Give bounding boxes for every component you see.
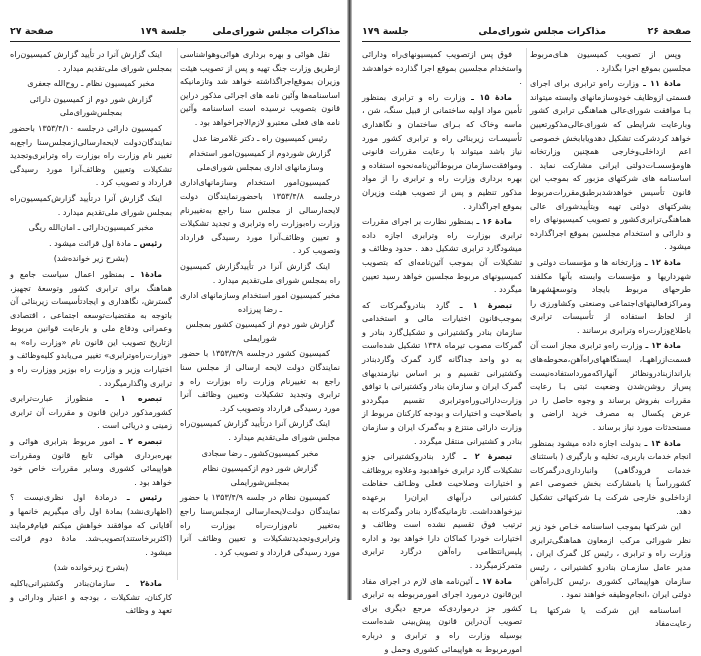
paragraph-text: وزارتخانه ها و مؤسسات دولتی و شهرداریها و مؤسسات وابسته بآنها مکلفند طرحهای مربوط بایجاد وتوسعهٔشهرها ومراکزفعالیتهای‌اجتماعی وصنعتی وکشاورزی را از لحاظ استفاده از تأسیسات ترابری باطلاع‌وزارت‌راه وترابری برسانند . xyxy=(530,256,691,335)
paragraph-text: فوق پس ازتصویب کمیسیونهای‌راه ودارائی واستخدام مجلسین بموقع اجرا گذارده خواهدشد . xyxy=(362,49,522,87)
paragraph xyxy=(530,604,691,631)
paragraph-text: اینک گزارش آنرا درتأیید گزارش کمیسیون‌راه مجلس شورای ملی‌تقدیم میدارد . xyxy=(180,418,340,443)
left-page-column-right xyxy=(180,48,340,586)
paragraph-text: وزارت راه‌و ترابری مجاز است آن قسمت‌ازراههـا، ایستگاههای‌راه‌آهن،محوطه‌های باراندازبنادرونظائر آنهاراکه‌موردا‌ستفاده‌نیست پس‌از روشن‌شدن وضعیت ثبتی بـا رعایت مقررات بفروش برساند و وجوه حاصل را در عرض یکسال به مصرف خرید اراضی و مستحدثات مورد نیاز برساند . xyxy=(530,340,691,433)
section-heading xyxy=(10,93,172,120)
article-label: مادهٔ ۱۷ ـ xyxy=(472,575,512,586)
paragraph-text: مخبر کمیسیون نظام ـ روح‌الله جعفری xyxy=(27,78,155,89)
paragraph-text: نقل هوائی و بهره برداری هوائی‌وهواشناسی ازطریق وزارت جنگ تهیه و پس از تصویب هیئت وزیران بموقع‌اجراگذاشته خواهد شد وتازمانیکه اساسنامه‌ها وآئین نامه های اجرائی مذکور دراین قانون بتصویب نرسیده است اساسنامه وآئین نامه های فعلی معتبرو لازم‌الاجراخواهد بود . xyxy=(180,49,340,127)
left-page-column-left xyxy=(10,48,172,616)
article-label: مادهٔ۱ ـ xyxy=(124,268,162,279)
article-label: مادهٔ ۱۴ ـ xyxy=(641,437,681,448)
article-label: تبصره ۱ ـ xyxy=(93,393,163,404)
article-label: مادهٔ ۱۵ ـ xyxy=(465,91,512,102)
paragraph-text: کمیسیون نظام در جلسه ۱۳۵۳/۴/۹ با حضور نمایندگان دولت‌لایحه‌ارسالی ازمجلس‌سنا راجع به‌تغییر نام‌وزارت‌راه بوزارت راه وترابری‌وتجدیدتشکیلات و تعیین وظائف آنرا مورد رسیدگی قرارداد و تصویب کرد . xyxy=(180,492,340,557)
article-label: رئیس ـ xyxy=(116,492,162,503)
paragraph xyxy=(10,268,172,390)
section-heading xyxy=(180,318,340,345)
left-page xyxy=(0,0,350,616)
paragraph xyxy=(180,491,340,559)
paragraph-text: مادهٔ اول قرائت میشود . xyxy=(49,237,132,248)
paragraph xyxy=(530,520,691,602)
article-label: تبصرهٔ ۲ ـ xyxy=(455,451,513,462)
paragraph xyxy=(10,491,172,559)
paragraph-text: رئیس کمیسیون راه ـ دکتر غلامرضا عدل xyxy=(192,132,328,143)
paragraph-text: درمادهٔ اول نظری‌نیست ؟ (اظهاری‌نشد) بمادهٔ اول رأی میگیریم خانمها و آقایانی که موافقند خواهش میکنم قیام‌فرمایند (اکثربرخاستند)تصویب‌شد. مادهٔ دوم قرائت میشود . xyxy=(10,492,172,557)
paragraph-text: منظوراز عبارت‌ترابری کشور‌مذکور دراین قانون و مقررات آن ترابری زمینی و دریائی است . xyxy=(10,393,172,431)
paragraph xyxy=(10,48,172,75)
paragraph-text: کمیسیون کشور درجلسه ۱۳۵۳/۴/۹ با حضور نمایندگان دولت لایحه ارسالی از مجلس سنا راجع به تغییرنام وزارت راه بوزارت راه و ترابری وتجدید تشکیلات وتعیین وظائف آنرا مورد رسیدگی قرارداد وتصویب کرد. xyxy=(180,348,340,413)
paragraph-text: اینک گزارش آنرا در تأیید گزارش کمیسیون‌راه بمجلس شورای ملی‌تقدیم میدارد . xyxy=(10,49,172,73)
article-label: مادهٔ ۱۳ ـ xyxy=(642,340,681,351)
paragraph xyxy=(530,48,691,75)
paragraph xyxy=(362,91,522,213)
left-page-header xyxy=(10,26,340,40)
article-label: تبصره ۲ ـ xyxy=(114,436,162,447)
paragraph xyxy=(180,260,340,287)
paragraph-text: این شرکتها بموجب اساسنامه خـاص خود زیر نظر شورائی مرکب ازمعاون هماهنگی‌ترابری وزارت راه و ترابری ، رئیس کل گمرک ایران ، مدیر عامل سازمـان بنادرو کشتیرانی ، رئیس سازمان هواپیمائی کشوری ،رئیس کل‌راه‌آهن دولتی ایران ،انجام‌وظیفه خواهند نمود . xyxy=(530,521,691,600)
paragraph-text: بمنظور نظارت بر اجرای مقررات ترابری بوزارت راه وترابری اجازه داده میشودگارد ترابری تشکیل دهد . حدود وظائف و تشکیلات آن بموجب آئین‌نامه‌ای که بتصویب کمیسیونهای مربوط مجلسین خواهد رسید تعیین میگردد . xyxy=(362,216,522,295)
right-page-column-right xyxy=(530,48,691,629)
signature-line xyxy=(180,447,340,461)
article-label: مادهٔ۲ ـ xyxy=(115,577,162,588)
paragraph xyxy=(10,392,172,433)
left-header-page-number: صفحة ۲۷ xyxy=(10,26,54,37)
paragraph-text: اینک گزارش آنرا در تأییدگزارش کمیسیون راه بمجلس شورای ملی‌تقدیم میدارد . xyxy=(180,260,340,285)
paragraph-text: وزارت راه و ترابری بمنظور تأمین مواد اولیه ساختمانی از قبیل سنگ، شن ، ماسه وخاک که بـرای ساختمان و نگاهداری تأسیسـات زیربنائی راه و ترابری کشور مورد نیاز باشد میتواند با رعایت مقررات قانونی وموافقت‌سازمان مربوط‌آئین‌نامه‌نحوه استفاده و بهره برداری وزارت راه و ترابری را از مواد مذکور تنظیم و پس از تصویب هیئت وزیران بموقع اجراگذارد . xyxy=(362,91,522,211)
paragraph xyxy=(10,435,172,489)
paragraph-text: (بشرح زیرخوانده شد) xyxy=(53,562,129,573)
left-header-title: مذاکرات مجلس شورای‌ملی xyxy=(212,26,340,37)
paragraph-text: اساسنامه این شرکت یا شرکتها بـا رعایت‌مفاد xyxy=(530,604,691,629)
section-heading xyxy=(10,561,172,575)
paragraph xyxy=(362,48,522,89)
paragraph xyxy=(362,215,522,297)
paragraph-text: (بشرح زیر خوانده‌شد) xyxy=(53,253,129,264)
right-page xyxy=(352,0,701,654)
paragraph-text: گارد بنادروگمرکات که بموجب‌قانون اختیارات مالی و استخدامی سازمان بنادر وکشتیرانی و تشکیل‌گارد بنادر و گمرکات مصوب تیرماه ۱۳۴۸ تشکیل شده‌است به دو واحد جداگانه گارد گمرک وگاردبنادر وکشتیرانی تقسیم و بر اساس نیازمندیهای گمرک ایران و سازمان بنادر وکشتیرانی با توافق وزارت‌دارائی‌وراه‌وترابری تقسیم میگرددو باصلاحیت و اختیارات و بودجه کارکنان مربوط از وزارت دارائی منتزع و به‌گمرک ایران و سازمان بنادر و کشتیرانی منتقل میگردد . xyxy=(362,299,522,446)
paragraph xyxy=(362,575,522,656)
right-page-column-left xyxy=(362,48,522,654)
signature-line xyxy=(180,289,340,316)
section-heading xyxy=(10,252,172,266)
paragraph xyxy=(362,299,522,449)
paragraph-text: سازمان‌بنادر وکشتیرانی‌باکلیه کارکنان، تشکیلات ، بودجه و اعتبار ودارائی و تعهد و وظائف xyxy=(10,577,172,616)
section-heading xyxy=(180,147,340,174)
paragraph-text: بمنظور اعمال سیاست جامع و هماهنگ برای ترابری کشور وتوسعهٔ تجهیز، گسترش، نگاهداری و ایجادتأسیسات زیربنائی آن باتوجه به مقتضیات‌توسعه اجتماعی ، اقتصادی وعمرانی ودفاع ملی و بارعایت قوانین مربوط ازتاریخ تصویب این قانون نام «وزارت راه» به «وزارت‌راه‌وترابری» تغییر می‌یابدو کلیه‌وظائف و اختیارات وزیر و وزارت راه بوزیر ووزارت راه و ترابری واگذارمیگردد . xyxy=(10,268,172,388)
paragraph xyxy=(362,450,522,572)
signature-line xyxy=(10,77,172,91)
paragraph xyxy=(10,577,172,618)
right-page-header xyxy=(362,26,691,40)
paragraph-text: گزارش شور دوم از کمیسیون دارائی بمجلس‌شورای‌ملی xyxy=(29,93,153,118)
left-header-session: جلسة ۱۷۹ xyxy=(140,26,187,37)
paragraph-text: گزارش شوردوم از کمیسیون‌امور استخدام وسازمانهای اداری بمجلس شورای‌ملی xyxy=(189,148,331,172)
paragraph xyxy=(10,192,172,219)
article-label: رئیس ـ xyxy=(131,237,162,248)
paragraph-text: آئین‌نامه های لازم در اجرای مفاد این‌قانون درمورد اجرای امورمربوطه به ترابری کشور جز درمواردی‌که مرجع دیگری برای تصویب آن‌دراین قانون پیش‌بینی شده‌است بوسیله وزارت راه و ترابری و درباره امورمربوط به هواپیمائی کشوری وحمل و xyxy=(362,575,522,654)
paragraph xyxy=(530,437,691,519)
right-header-page-number: صفحة ۲۶ xyxy=(647,26,691,37)
paragraph xyxy=(180,176,340,258)
article-label: تبصرهٔ ۱ ـ xyxy=(449,299,512,310)
paragraph xyxy=(180,417,340,444)
paragraph-text: امور مربوط بترابری هوائی و بهره‌برداری هوائی تابع قانون ومقررات هواپیمائی کشوری وسایر مقررات خاص خود خواهد بود . xyxy=(10,436,172,487)
paragraph xyxy=(180,347,340,415)
paragraph-text: مخبر کمیسیون‌کشور ـ رضا سجادی xyxy=(201,447,319,458)
paragraph-text: اینک گزارش آنرا درتأیید گزارش‌کمیسیون‌راه بمجلس شورای ملی‌تقدیم میدارد . xyxy=(10,192,172,217)
column-divider xyxy=(526,48,527,580)
paragraph-text: کمیسیون دارائی درجلسه ۱۳۵۳/۴/۱۰ باحضور نمایندگان‌دولت لایحه‌ارسالی‌ازمجلس‌سنا راجع‌به تغییر نام وزارت راه بوزارت راه وترابری‌وتجدید تشکیلات وتعیین وظائف‌آنرا مورد رسیدگی قرارداد و تصویب کرد . xyxy=(10,122,172,188)
paragraph-text: گارد بنادروکشتیرانی جزو تشکیلات گارد ترابری خواهدبود وعلاوه بروظائف و اختیارات وصلاحیت فعلی وظـائف حفاظت کشتیرانی درآبهای ایران‌را برعهده نیزخواهدداشت. تازمانیکه‌گارد بنادر وگمرکات به ترتیب فوق تقسیم نشده است وظائف و اختیارات خودرا کماکان دارا خواهد بود و اداره پلیس‌انتظامی راه‌آهن درگارد ترابری متمرکزمیگردد . xyxy=(362,451,522,570)
right-header-session: جلسة ۱۷۹ xyxy=(362,26,409,37)
paragraph-text: مخبر کمیسیون امور استخدام وسازمانهای اداری ـ رضا پیرزاده xyxy=(180,290,340,314)
article-label: مادهٔ ۱۱ ـ xyxy=(639,78,681,89)
article-label: مادهٔ ۱۶ ـ xyxy=(473,216,512,227)
column-divider xyxy=(177,48,178,580)
signature-line xyxy=(10,221,172,235)
paragraph xyxy=(530,77,691,254)
paragraph-text: گزارش شور دوم از کمیسیون کشور بمجلس شورایملی xyxy=(185,319,335,343)
article-label: مادهٔ ۱۲ ـ xyxy=(641,256,681,267)
paragraph-text: وزارت راه‌و ترابری برای اجرای قسمتی ازوظایف خودوسازمانهای وابسته میتواند بـا موافقت شورای‌عالی هماهنگی ترابری کشور وبارعایت شرایطی که شورای‌عالی‌مذکورتعیین خواهد کردشرکت تشکیل دهدویابابخش خصوصی اعم ازداخلی‌وخارجی همچنین وزارتخانه هاومؤسسـات‌دولتی ایرانی مشارکت نماید . اساسنامه های شرکتهای مزبور که بموجب این قانون تأسیس خواهدشدبرطبق‌مقررات‌مربوط بشرکتهای دولتی تهیه وبتأییدشورای عالی هماهنگی‌ترابری‌کشور و تصویب‌ کمیسیونهای راه و دارائی و استخدام مجلسین بموقع اجراگذارده میشود . xyxy=(530,78,691,252)
paragraph-text: مخبر کمیسیون‌دارائی ـ امان‌الله ریگی xyxy=(28,222,154,233)
paragraph xyxy=(10,122,172,190)
right-header-title: مذاکرات مجلس شورای‌ملی xyxy=(478,26,606,37)
paragraph-text: گزارش شور دوم ازکمیسیون نظام بمجلس‌شورایملی xyxy=(202,463,318,487)
paragraph-text: کمیسیون‌امور استخدام وسازمانهای‌اداری درجلسه ۱۳۵۳/۴/۸ باحضورنمایندگان دولت لایحه‌ارسالی از مجلس سنا راجع به‌تغییرنام وزارت راه‌بوزارت راه وترابری و تجدید تشکیلات و تعیین وظائف‌آنرا مورد رسیدگی قرارداد وتصویب کرد . xyxy=(180,177,340,256)
right-header-rule xyxy=(362,41,691,42)
paragraph xyxy=(530,339,691,434)
paragraph xyxy=(530,256,691,338)
paragraph xyxy=(10,237,172,251)
section-heading xyxy=(180,462,340,489)
left-header-rule xyxy=(10,41,340,42)
paragraph-text: وپس از تصویب کمیسیون هـای‌مربوط مجلسین بموقع اجرا بگذارد . xyxy=(530,49,691,73)
signature-line xyxy=(180,132,340,146)
paragraph xyxy=(180,48,340,130)
paragraph-text: بدولت اجازه داده میشود بمنظور انجام خدمات باربری، تخلیه و بارگیری ( باستثنای خدمات فرودگاهی) وانبارداری‌درگمرکات کشورراساً یا بامشارکت بخش خصوصی اعم ازداخلی‌و خارجی شرکت یـا شرکتهائی تشکیل دهد. xyxy=(530,437,691,516)
